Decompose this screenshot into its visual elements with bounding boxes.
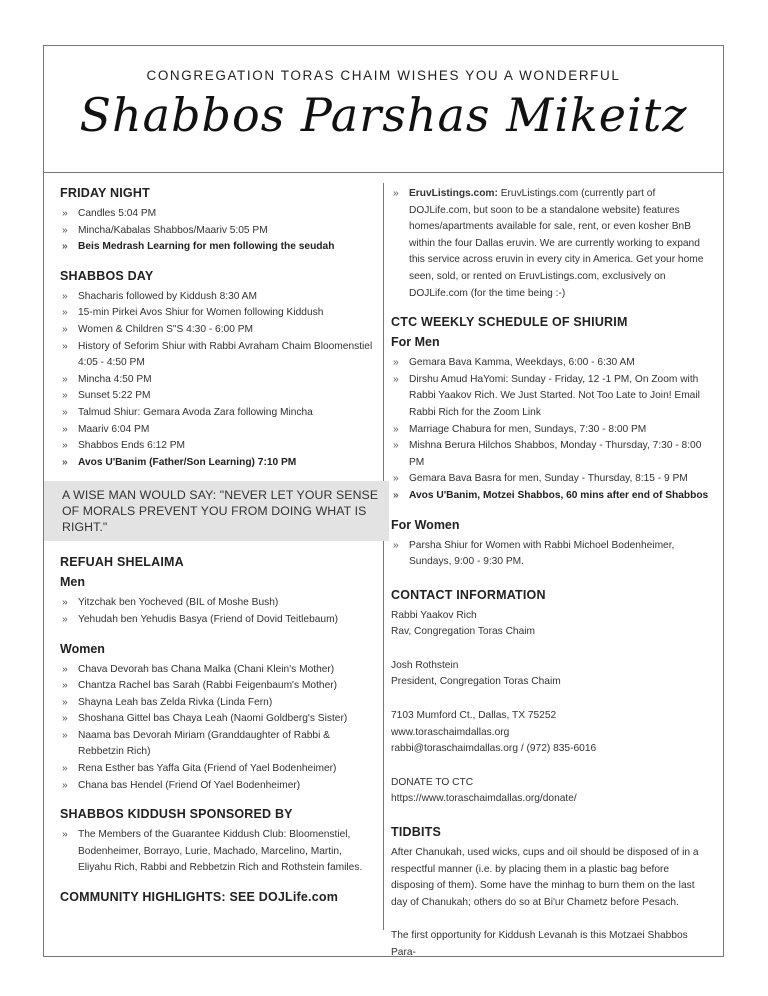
community-highlights-heading: COMMUNITY HIGHLIGHTS: SEE DOJLife.com xyxy=(60,890,339,905)
list-item: » Candles 5:04 PM xyxy=(60,206,375,223)
email-phone[interactable]: rabbi@toraschaimdallas.org / (972) 835-6016 xyxy=(391,743,597,755)
list-item: » Shacharis followed by Kiddush 8:30 AM xyxy=(60,289,375,306)
eruv-label: EruvListings.com: xyxy=(409,188,498,199)
contact-heading: CONTACT INFORMATION xyxy=(391,587,546,602)
list-item: » Gemara Bava Kamma, Weekdays, 6:00 - 6:30 AM xyxy=(391,355,711,372)
list-item: » Avos U'Banim (Father/Son Learning) 7:10 PM xyxy=(60,455,375,472)
list-item: » Beis Medrash Learning for men following the seudah xyxy=(60,239,375,256)
list-item: » Chantza Rachel bas Sarah (Rabbi Feigenbaum's Mother) xyxy=(60,678,375,695)
eruv-text: EruvListings.com (currently part of DOJLife.com, but soon to be a standalone website) features homes/apartments available for sale, rent, or even kosher BnB within the four Dallas eruvin. We are currently working to expand this service across eruvin in every city in America. Get your home seen, sold, or rented on EruvListings.com, exclusively on DOJLife.com (for the time being :-) xyxy=(409,188,704,299)
list-item: » Avos U'Banim, Motzei Shabbos, 60 mins after end of Shabbos xyxy=(391,488,711,505)
list-item: » Mincha/Kabalas Shabbos/Maariv 5:05 PM xyxy=(60,223,375,240)
list-item: » Women & Children S"S 4:30 - 6:00 PM xyxy=(60,322,375,339)
shiurim-men-list xyxy=(391,355,711,504)
list-item: » Shoshana Gittel bas Chaya Leah (Naomi Goldberg's Sister) xyxy=(60,711,375,728)
list-item: » Mincha 4:50 PM xyxy=(60,372,375,389)
newsletter-frame xyxy=(43,45,724,957)
list-item: » The Members of the Guarantee Kiddush Club: Bloomenstiel, Bodenheimer, Borrayo, Lurie, Machado, Marcelino, Martin, Eliyahu Rich, Rabbi and Rebbetzin Rich and Rothstein familes. xyxy=(60,827,375,877)
kiddush-heading: SHABBOS KIDDUSH SPONSORED BY xyxy=(60,807,293,822)
list-item: » Parsha Shiur for Women with Rabbi Michoel Bodenheimer, Sundays, 9:00 - 9:30 PM. xyxy=(391,538,711,571)
shiurim-men-heading: For Men xyxy=(391,335,440,350)
column-divider xyxy=(383,183,384,930)
list-item xyxy=(391,186,711,302)
list-item: » Mishna Berura Hilchos Shabbos, Monday - Thursday, 7:30 - 8:00 PM xyxy=(391,438,711,471)
kiddush-list xyxy=(60,827,375,877)
list-item: » 15-min Pirkei Avos Shiur for Women following Kiddush xyxy=(60,305,375,322)
donate-label: DONATE TO CTC xyxy=(391,776,474,788)
rabbi-title: Rav, Congregation Toras Chaim xyxy=(391,626,536,638)
header-title: Shabbos Parshas Mikeitz xyxy=(79,88,688,142)
list-item: » Yitzchak ben Yocheved (BIL of Moshe Bush) xyxy=(60,595,375,612)
shiurim-women-heading: For Women xyxy=(391,517,460,532)
refuah-women-list xyxy=(60,662,375,795)
shabbos-day-heading: SHABBOS DAY xyxy=(60,268,154,283)
refuah-men-heading: Men xyxy=(60,575,85,590)
president-name: Josh Rothstein xyxy=(391,659,459,671)
donate-link[interactable]: https://www.toraschaimdallas.org/donate/ xyxy=(391,793,577,805)
list-item: » Rena Esther bas Yaffa Gita (Friend of Yael Bodenheimer) xyxy=(60,761,375,778)
friday-night-heading: FRIDAY NIGHT xyxy=(60,186,150,200)
friday-night-list xyxy=(60,206,375,256)
list-item: » Gemara Bava Basra for men, Sunday - Thursday, 8:15 - 9 PM xyxy=(391,471,711,488)
rabbi-name: Rabbi Yaakov Rich xyxy=(391,609,477,621)
shiurim-women-list xyxy=(391,538,711,571)
list-item: » Talmud Shiur: Gemara Avoda Zara following Mincha xyxy=(60,405,375,422)
header xyxy=(44,46,723,173)
list-item: » Chava Devorah bas Chana Malka (Chani Klein's Mother) xyxy=(60,662,375,679)
tidbits-paragraph: After Chanukah, used wicks, cups and oil should be disposed of in a respectful manner (i.e. by placing them in a plastic bag before disposing of them). Some have the minhag to burn them on the last day of Chanukah; others do so at Bi'ur Chametz before Pesach. xyxy=(391,847,699,908)
list-item: » Shayna Leah bas Zelda Rivka (Linda Fern) xyxy=(60,695,375,712)
shabbos-day-list xyxy=(60,289,375,472)
list-item: » Sunset 5:22 PM xyxy=(60,388,375,405)
address: 7103 Mumford Ct., Dallas, TX 75252 xyxy=(391,710,557,722)
tidbits-heading: TIDBITS xyxy=(391,825,442,840)
list-item: » History of Seforim Shiur with Rabbi Avraham Chaim Bloomenstiel 4:05 - 4:50 PM xyxy=(60,339,375,372)
list-item: » Shabbos Ends 6:12 PM xyxy=(60,438,375,455)
shiurim-heading: CTC WEEKLY SCHEDULE OF SHIURIM xyxy=(391,315,628,330)
refuah-men-list xyxy=(60,595,375,628)
list-item: » Naama bas Devorah Miriam (Granddaughter of Rabbi & Rebbetzin Rich) xyxy=(60,728,375,761)
list-item: » Maariv 6:04 PM xyxy=(60,422,375,439)
right-column xyxy=(391,186,711,962)
eruv-list xyxy=(391,186,711,302)
list-item: » Marriage Chabura for men, Sundays, 7:30 - 8:00 PM xyxy=(391,422,711,439)
list-item: » Chana bas Hendel (Friend Of Yael Bodenheimer) xyxy=(60,778,375,795)
header-tagline: CONGREGATION TORAS CHAIM WISHES YOU A WONDERFUL xyxy=(146,68,621,83)
left-column xyxy=(60,186,379,910)
tidbits-paragraph: The first opportunity for Kiddush Levanah is this Motzaei Shabbos Para- xyxy=(391,930,688,958)
website-link[interactable]: www.toraschaimdallas.org xyxy=(391,726,510,738)
list-item: » Dirshu Amud HaYomi: Sunday - Friday, 12 -1 PM, On Zoom with Rabbi Yaakov Rich. We Just Started. Not Too Late to Join! Email Rabbi Rich for the Zoom Link xyxy=(391,372,711,422)
quote-box: A WISE MAN WOULD SAY: "NEVER LET YOUR SENSE OF MORALS PREVENT YOU FROM DOING WHAT IS RIGHT." xyxy=(44,481,389,541)
president-title: President, Congregation Toras Chaim xyxy=(391,676,561,688)
refuah-women-heading: Women xyxy=(60,641,105,656)
list-item: » Yehudah ben Yehudis Basya (Friend of Dovid Teitlebaum) xyxy=(60,612,375,629)
refuah-heading: REFUAH SHELAIMA xyxy=(60,555,184,570)
